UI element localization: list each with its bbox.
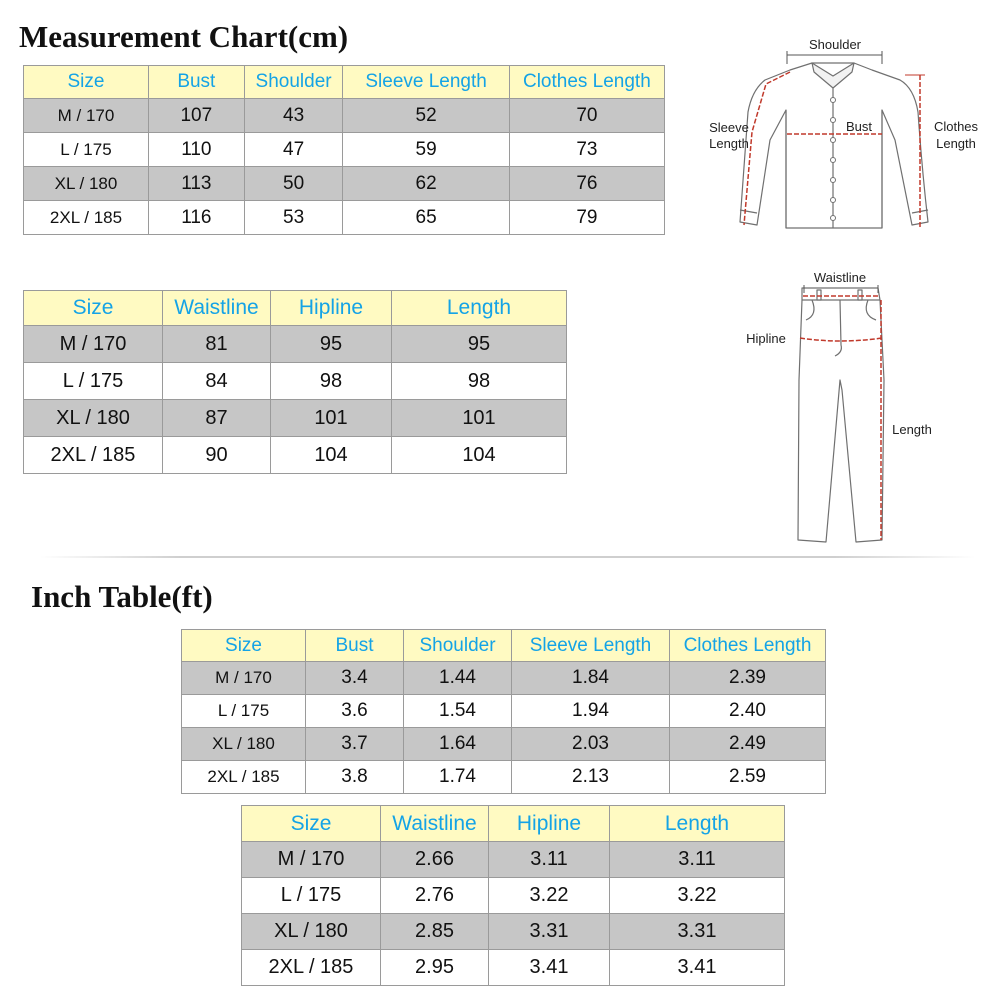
table-row <box>24 201 665 235</box>
value-cell: 95 <box>271 326 392 363</box>
size-cell: 2XL / 185 <box>24 201 149 235</box>
value-cell: 95 <box>392 326 567 363</box>
value-cell: 2.40 <box>670 695 826 728</box>
size-cell: 2XL / 185 <box>182 761 306 794</box>
value-cell: 104 <box>271 437 392 474</box>
clothes-length-label-line2: Length <box>936 136 976 151</box>
value-cell: 98 <box>392 363 567 400</box>
column-header: Shoulder <box>244 66 343 99</box>
column-header: Length <box>610 806 785 842</box>
value-cell: 52 <box>343 99 509 133</box>
value-cell: 1.44 <box>404 662 512 695</box>
measurement-chart-title: Measurement Chart(cm) <box>19 19 349 54</box>
table-row <box>182 662 826 695</box>
sleeve-length-label-line2: Length <box>709 136 749 151</box>
table-row <box>24 133 665 167</box>
shirt-measurement-diagram <box>700 30 990 250</box>
value-cell: 62 <box>343 167 509 201</box>
column-header: Hipline <box>271 291 392 326</box>
value-cell: 79 <box>509 201 664 235</box>
value-cell: 1.64 <box>404 728 512 761</box>
value-cell: 2.95 <box>381 950 489 986</box>
section-divider <box>40 556 975 558</box>
column-header: Sleeve Length <box>512 630 670 662</box>
value-cell: 113 <box>148 167 244 201</box>
clothes-length-label-line1: Clothes <box>933 119 979 134</box>
size-cell: 2XL / 185 <box>242 950 381 986</box>
value-cell: 110 <box>148 133 244 167</box>
value-cell: 1.54 <box>404 695 512 728</box>
column-header: Waistline <box>381 806 489 842</box>
column-header: Waistline <box>163 291 271 326</box>
column-header: Sleeve Length <box>343 66 509 99</box>
value-cell: 2.59 <box>670 761 826 794</box>
value-cell: 116 <box>148 201 244 235</box>
value-cell: 3.7 <box>306 728 404 761</box>
value-cell: 104 <box>392 437 567 474</box>
value-cell: 76 <box>509 167 664 201</box>
table-row <box>242 950 785 986</box>
value-cell: 3.22 <box>610 878 785 914</box>
column-header: Bust <box>306 630 404 662</box>
value-cell: 101 <box>271 400 392 437</box>
value-cell: 47 <box>244 133 343 167</box>
value-cell: 107 <box>148 99 244 133</box>
column-header: Hipline <box>489 806 610 842</box>
pants-measurement-diagram <box>735 262 960 552</box>
value-cell: 1.94 <box>512 695 670 728</box>
size-cell: XL / 180 <box>182 728 306 761</box>
table-row <box>242 914 785 950</box>
table-row <box>24 400 567 437</box>
value-cell: 73 <box>509 133 664 167</box>
value-cell: 3.41 <box>610 950 785 986</box>
value-cell: 1.84 <box>512 662 670 695</box>
value-cell: 65 <box>343 201 509 235</box>
value-cell: 3.22 <box>489 878 610 914</box>
table-row <box>242 842 785 878</box>
column-header: Shoulder <box>404 630 512 662</box>
table-row <box>182 761 826 794</box>
value-cell: 3.41 <box>489 950 610 986</box>
value-cell: 2.39 <box>670 662 826 695</box>
value-cell: 70 <box>509 99 664 133</box>
size-cell: L / 175 <box>24 133 149 167</box>
hipline-label: Hipline <box>746 331 786 346</box>
value-cell: 2.76 <box>381 878 489 914</box>
table-row <box>24 167 665 201</box>
size-cell: XL / 180 <box>24 400 163 437</box>
value-cell: 3.31 <box>489 914 610 950</box>
value-cell: 2.13 <box>512 761 670 794</box>
length-label: Length <box>892 422 932 437</box>
table-row <box>182 728 826 761</box>
column-header: Bust <box>148 66 244 99</box>
value-cell: 3.6 <box>306 695 404 728</box>
inch-bottom-table <box>241 805 785 986</box>
bust-label: Bust <box>845 119 873 134</box>
column-header: Size <box>242 806 381 842</box>
value-cell: 2.49 <box>670 728 826 761</box>
value-cell: 59 <box>343 133 509 167</box>
value-cell: 50 <box>244 167 343 201</box>
value-cell: 98 <box>271 363 392 400</box>
size-cell: M / 170 <box>24 326 163 363</box>
table-row <box>24 437 567 474</box>
cm-bottom-table <box>23 290 567 474</box>
table-row <box>242 878 785 914</box>
size-cell: L / 175 <box>242 878 381 914</box>
value-cell: 3.11 <box>489 842 610 878</box>
value-cell: 3.4 <box>306 662 404 695</box>
size-cell: M / 170 <box>24 99 149 133</box>
table-row <box>182 695 826 728</box>
waistline-label: Waistline <box>813 270 867 285</box>
size-cell: XL / 180 <box>242 914 381 950</box>
value-cell: 84 <box>163 363 271 400</box>
value-cell: 81 <box>163 326 271 363</box>
header-row <box>24 291 567 326</box>
column-header: Size <box>24 291 163 326</box>
header-row <box>182 630 826 662</box>
size-cell: XL / 180 <box>24 167 149 201</box>
size-cell: M / 170 <box>242 842 381 878</box>
column-header: Clothes Length <box>670 630 826 662</box>
size-cell: L / 175 <box>182 695 306 728</box>
value-cell: 53 <box>244 201 343 235</box>
value-cell: 3.8 <box>306 761 404 794</box>
column-header: Clothes Length <box>509 66 664 99</box>
value-cell: 90 <box>163 437 271 474</box>
table-row <box>24 99 665 133</box>
value-cell: 87 <box>163 400 271 437</box>
header-row <box>24 66 665 99</box>
size-cell: M / 170 <box>182 662 306 695</box>
table-row <box>24 326 567 363</box>
column-header: Size <box>182 630 306 662</box>
sleeve-length-label-line1: Sleeve <box>709 120 749 135</box>
value-cell: 1.74 <box>404 761 512 794</box>
pants-illustration <box>798 288 884 542</box>
value-cell: 2.03 <box>512 728 670 761</box>
inch-top-table <box>181 629 826 794</box>
value-cell: 3.31 <box>610 914 785 950</box>
shirt-illustration <box>740 63 928 228</box>
column-header: Size <box>24 66 149 99</box>
size-cell: L / 175 <box>24 363 163 400</box>
value-cell: 101 <box>392 400 567 437</box>
value-cell: 2.85 <box>381 914 489 950</box>
header-row <box>242 806 785 842</box>
value-cell: 43 <box>244 99 343 133</box>
table-row <box>24 363 567 400</box>
inch-table-title: Inch Table(ft) <box>31 579 213 614</box>
value-cell: 3.11 <box>610 842 785 878</box>
size-cell: 2XL / 185 <box>24 437 163 474</box>
cm-top-table <box>23 65 665 235</box>
value-cell: 2.66 <box>381 842 489 878</box>
column-header: Length <box>392 291 567 326</box>
shoulder-label: Shoulder <box>808 37 862 52</box>
